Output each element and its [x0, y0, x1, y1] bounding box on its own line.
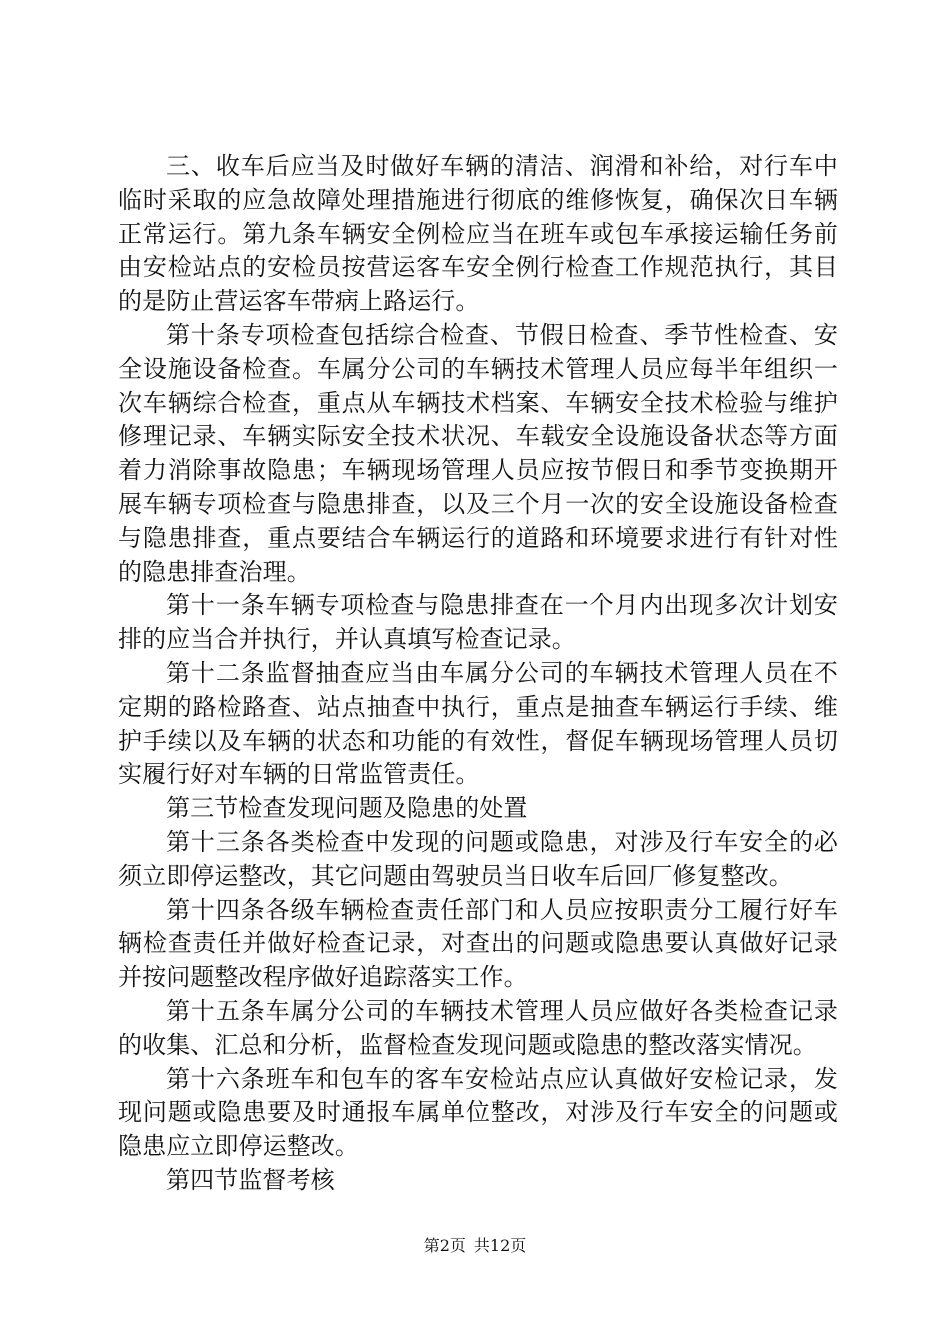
document-body [118, 150, 838, 1198]
page-number: 第2页 [423, 1236, 466, 1255]
paragraph-clause-12: 第十二条监督抽查应当由车属分公司的车辆技术管理人员在不定期的路检路查、站点抽查中执行，重点是抽查车辆运行手续、维护手续以及车辆的状态和功能的有效性，督促车辆现场管理人员切实履行好对车辆的日常监管责任。 [118, 658, 838, 789]
paragraph-clause-13: 第十三条各类检查中发现的问题或隐患，对涉及行车安全的必须立即停运整改，其它问题由驾驶员当日收车后回厂修复整改。 [118, 827, 838, 890]
paragraph-clause-3-and-9: 三、收车后应当及时做好车辆的清洁、润滑和补给，对行车中临时采取的应急故障处理措施进行彻底的维修恢复，确保次日车辆正常运行。第九条车辆安全例检应当在班车或包车承接运输任务前由安检站点的安检员按营运客车安全例行检查工作规范执行，其目的是防止营运客车带病上路运行。 [118, 152, 838, 316]
page-footer [0, 1236, 950, 1256]
section-heading-3: 第三节检查发现问题及隐患的处置 [166, 794, 528, 823]
paragraph-clause-10: 第十条专项检查包括综合检查、节假日检查、季节性检查、安全设施设备检查。车属分公司的车辆技术管理人员应每半年组织一次车辆综合检查，重点从车辆技术档案、车辆安全技术检验与维护修理记录、车辆实际安全技术状况、车载安全设施设备状态等方面着力消除事故隐患；车辆现场管理人员应按节假日和季节变换期开展车辆专项检查与隐患排查，以及三个月一次的安全设施设备检查与隐患排查，重点要结合车辆运行的道路和环境要求进行有针对性的隐患排查治理。 [118, 320, 838, 586]
paragraph-clause-11: 第十一条车辆专项检查与隐患排查在一个月内出现多次计划安排的应当合并执行，并认真填写检查记录。 [118, 591, 838, 654]
page-total: 共12页 [473, 1236, 527, 1255]
section-heading-4: 第四节监督考核 [166, 1165, 335, 1194]
paragraph-clause-14: 第十四条各级车辆检查责任部门和人员应按职责分工履行好车辆检查责任并做好检查记录，对查出的问题或隐患要认真做好记录并按问题整改程序做好追踪落实工作。 [118, 895, 838, 992]
paragraph-clause-16: 第十六条班车和包车的客车安检站点应认真做好安检记录，发现问题或隐患要及时通报车属单位整改，对涉及行车安全的问题或隐患应立即停运整改。 [118, 1064, 838, 1161]
paragraph-clause-15: 第十五条车属分公司的车辆技术管理人员应做好各类检查记录的收集、汇总和分析，监督检查发现问题或隐患的整改落实情况。 [118, 996, 838, 1059]
